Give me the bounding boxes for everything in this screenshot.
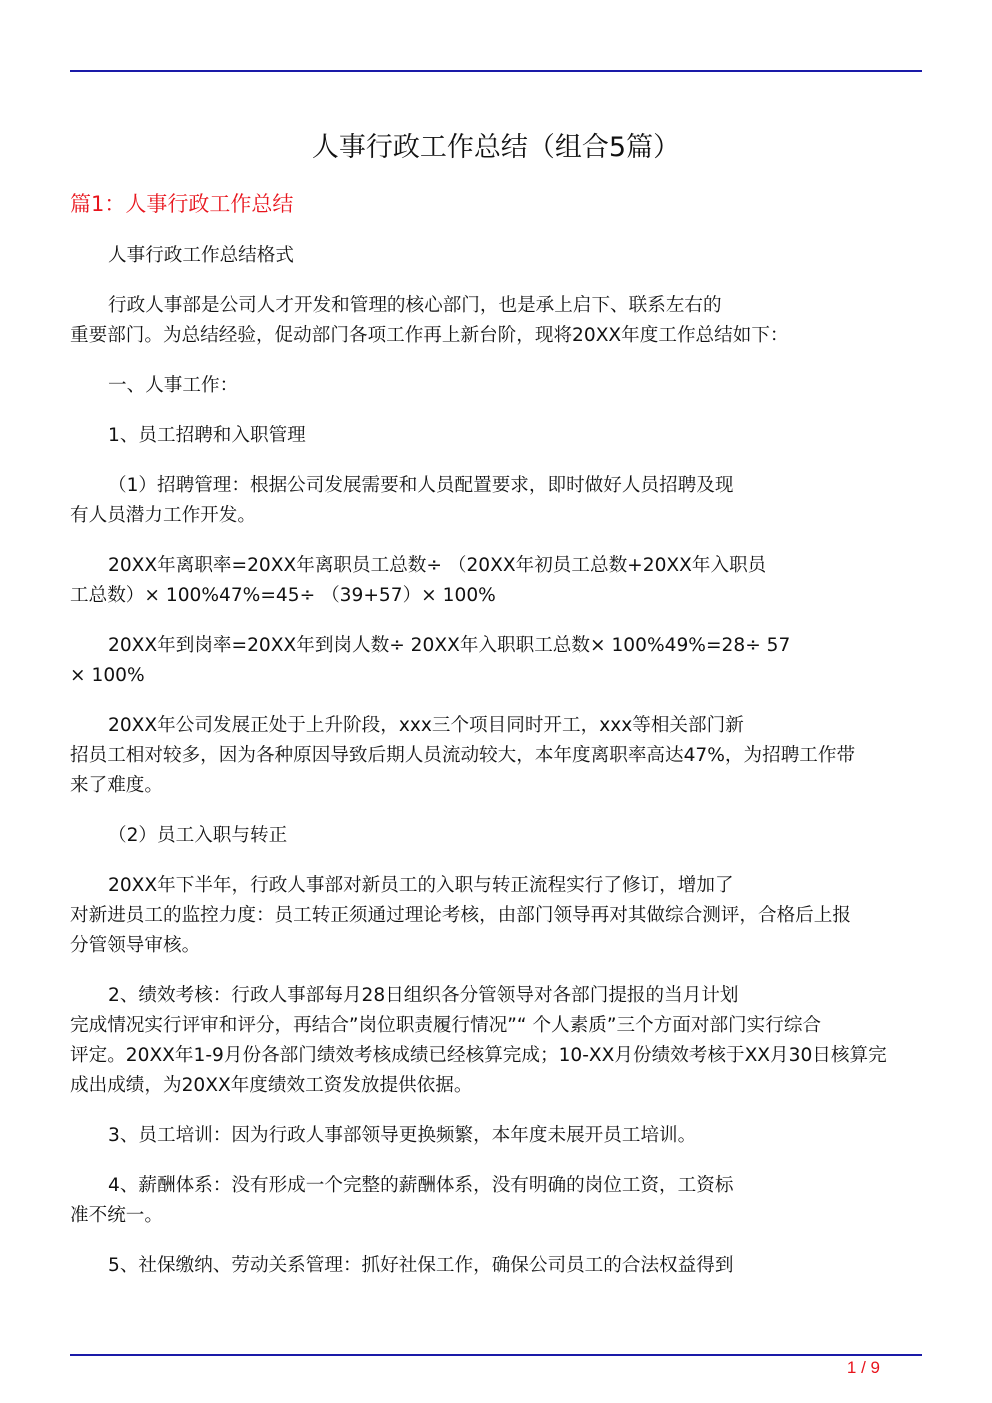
paragraph-line: （2）员工入职与转正 <box>108 825 288 846</box>
paragraph-line: 5、社保缴纳、劳动关系管理：抓好社保工作，确保公司员工的合法权益得到 <box>108 1255 734 1276</box>
paragraph <box>70 471 930 531</box>
paragraph <box>70 631 930 691</box>
paragraph-line: 准不统一。 <box>70 1205 163 1226</box>
paragraph-line: 一、人事工作： <box>108 375 239 396</box>
paragraph-line: 人事行政工作总结格式 <box>108 245 294 266</box>
paragraph-line: 来了难度。 <box>70 775 163 796</box>
paragraph-line: 20XX年下半年，行政人事部对新员工的入职与转正流程实行了修订，增加了 <box>108 875 734 896</box>
paragraph-line: 分管领导审核。 <box>70 935 201 956</box>
paragraph <box>70 981 930 1101</box>
paragraph-line: 招员工相对较多，因为各种原因导致后期人员流动较大，本年度离职率高达47%，为招聘工作带 <box>70 745 856 766</box>
paragraph-line: 行政人事部是公司人才开发和管理的核心部门，也是承上启下、联系左右的 <box>108 295 722 316</box>
paragraph-line: 1、员工招聘和入职管理 <box>108 425 306 446</box>
paragraph <box>70 1121 930 1151</box>
paragraph <box>70 821 930 851</box>
footer-rule <box>70 1354 922 1356</box>
paragraph <box>70 421 930 451</box>
paragraph-line: 2、绩效考核：行政人事部每月28日组织各分管领导对各部门提报的当月计划 <box>108 985 739 1006</box>
paragraph <box>70 291 930 351</box>
paragraph <box>70 551 930 611</box>
page-number: 1 / 9 <box>846 1358 880 1377</box>
paragraph-line: 有人员潜力工作开发。 <box>70 505 256 526</box>
section-heading: 篇1：人事行政工作总结 <box>70 192 294 216</box>
paragraph <box>70 371 930 401</box>
paragraph-line: 重要部门。为总结经验，促动部门各项工作再上新台阶，现将20XX年度工作总结如下： <box>70 325 789 346</box>
paragraph-line: 3、员工培训：因为行政人事部领导更换频繁，本年度未展开员工培训。 <box>108 1125 697 1146</box>
paragraph <box>70 711 930 801</box>
paragraph <box>70 241 930 271</box>
paragraph-line: 工总数）× 100%47%=45÷ （39+57）× 100% <box>70 585 496 606</box>
paragraph-line: 评定。20XX年1-9月份各部门绩效考核成绩已经核算完成；10-XX月份绩效考核于XX月30日核算完 <box>70 1045 887 1066</box>
document-title: 人事行政工作总结（组合5篇） <box>311 132 681 163</box>
paragraph <box>70 871 930 961</box>
paragraph <box>70 1251 930 1281</box>
paragraph-line: 成出成绩，为20XX年度绩效工资发放提供依据。 <box>70 1075 473 1096</box>
paragraph-line: 20XX年离职率=20XX年离职员工总数÷ （20XX年初员工总数+20XX年入职员 <box>108 555 767 576</box>
paragraph-line: 对新进员工的监控力度：员工转正须通过理论考核，由部门领导再对其做综合测评，合格后上报 <box>70 905 851 926</box>
paragraph-line: （1）招聘管理：根据公司发展需要和人员配置要求，即时做好人员招聘及现 <box>108 475 734 496</box>
paragraph-line: 20XX年公司发展正处于上升阶段，xxx三个项目同时开工，xxx等相关部门新 <box>108 715 744 736</box>
header-rule <box>70 70 922 72</box>
paragraph-line: 4、薪酬体系：没有形成一个完整的薪酬体系，没有明确的岗位工资，工资标 <box>108 1175 734 1196</box>
paragraph-line: 20XX年到岗率=20XX年到岗人数÷ 20XX年入职职工总数× 100%49%=28÷ 57 <box>108 635 791 656</box>
paragraph <box>70 1171 930 1231</box>
paragraph-line: × 100% <box>70 665 145 686</box>
document-body <box>70 241 930 1301</box>
paragraph-line: 完成情况实行评审和评分，再结合”岗位职责履行情况”“ 个人素质”三个方面对部门实行综合 <box>70 1015 822 1036</box>
